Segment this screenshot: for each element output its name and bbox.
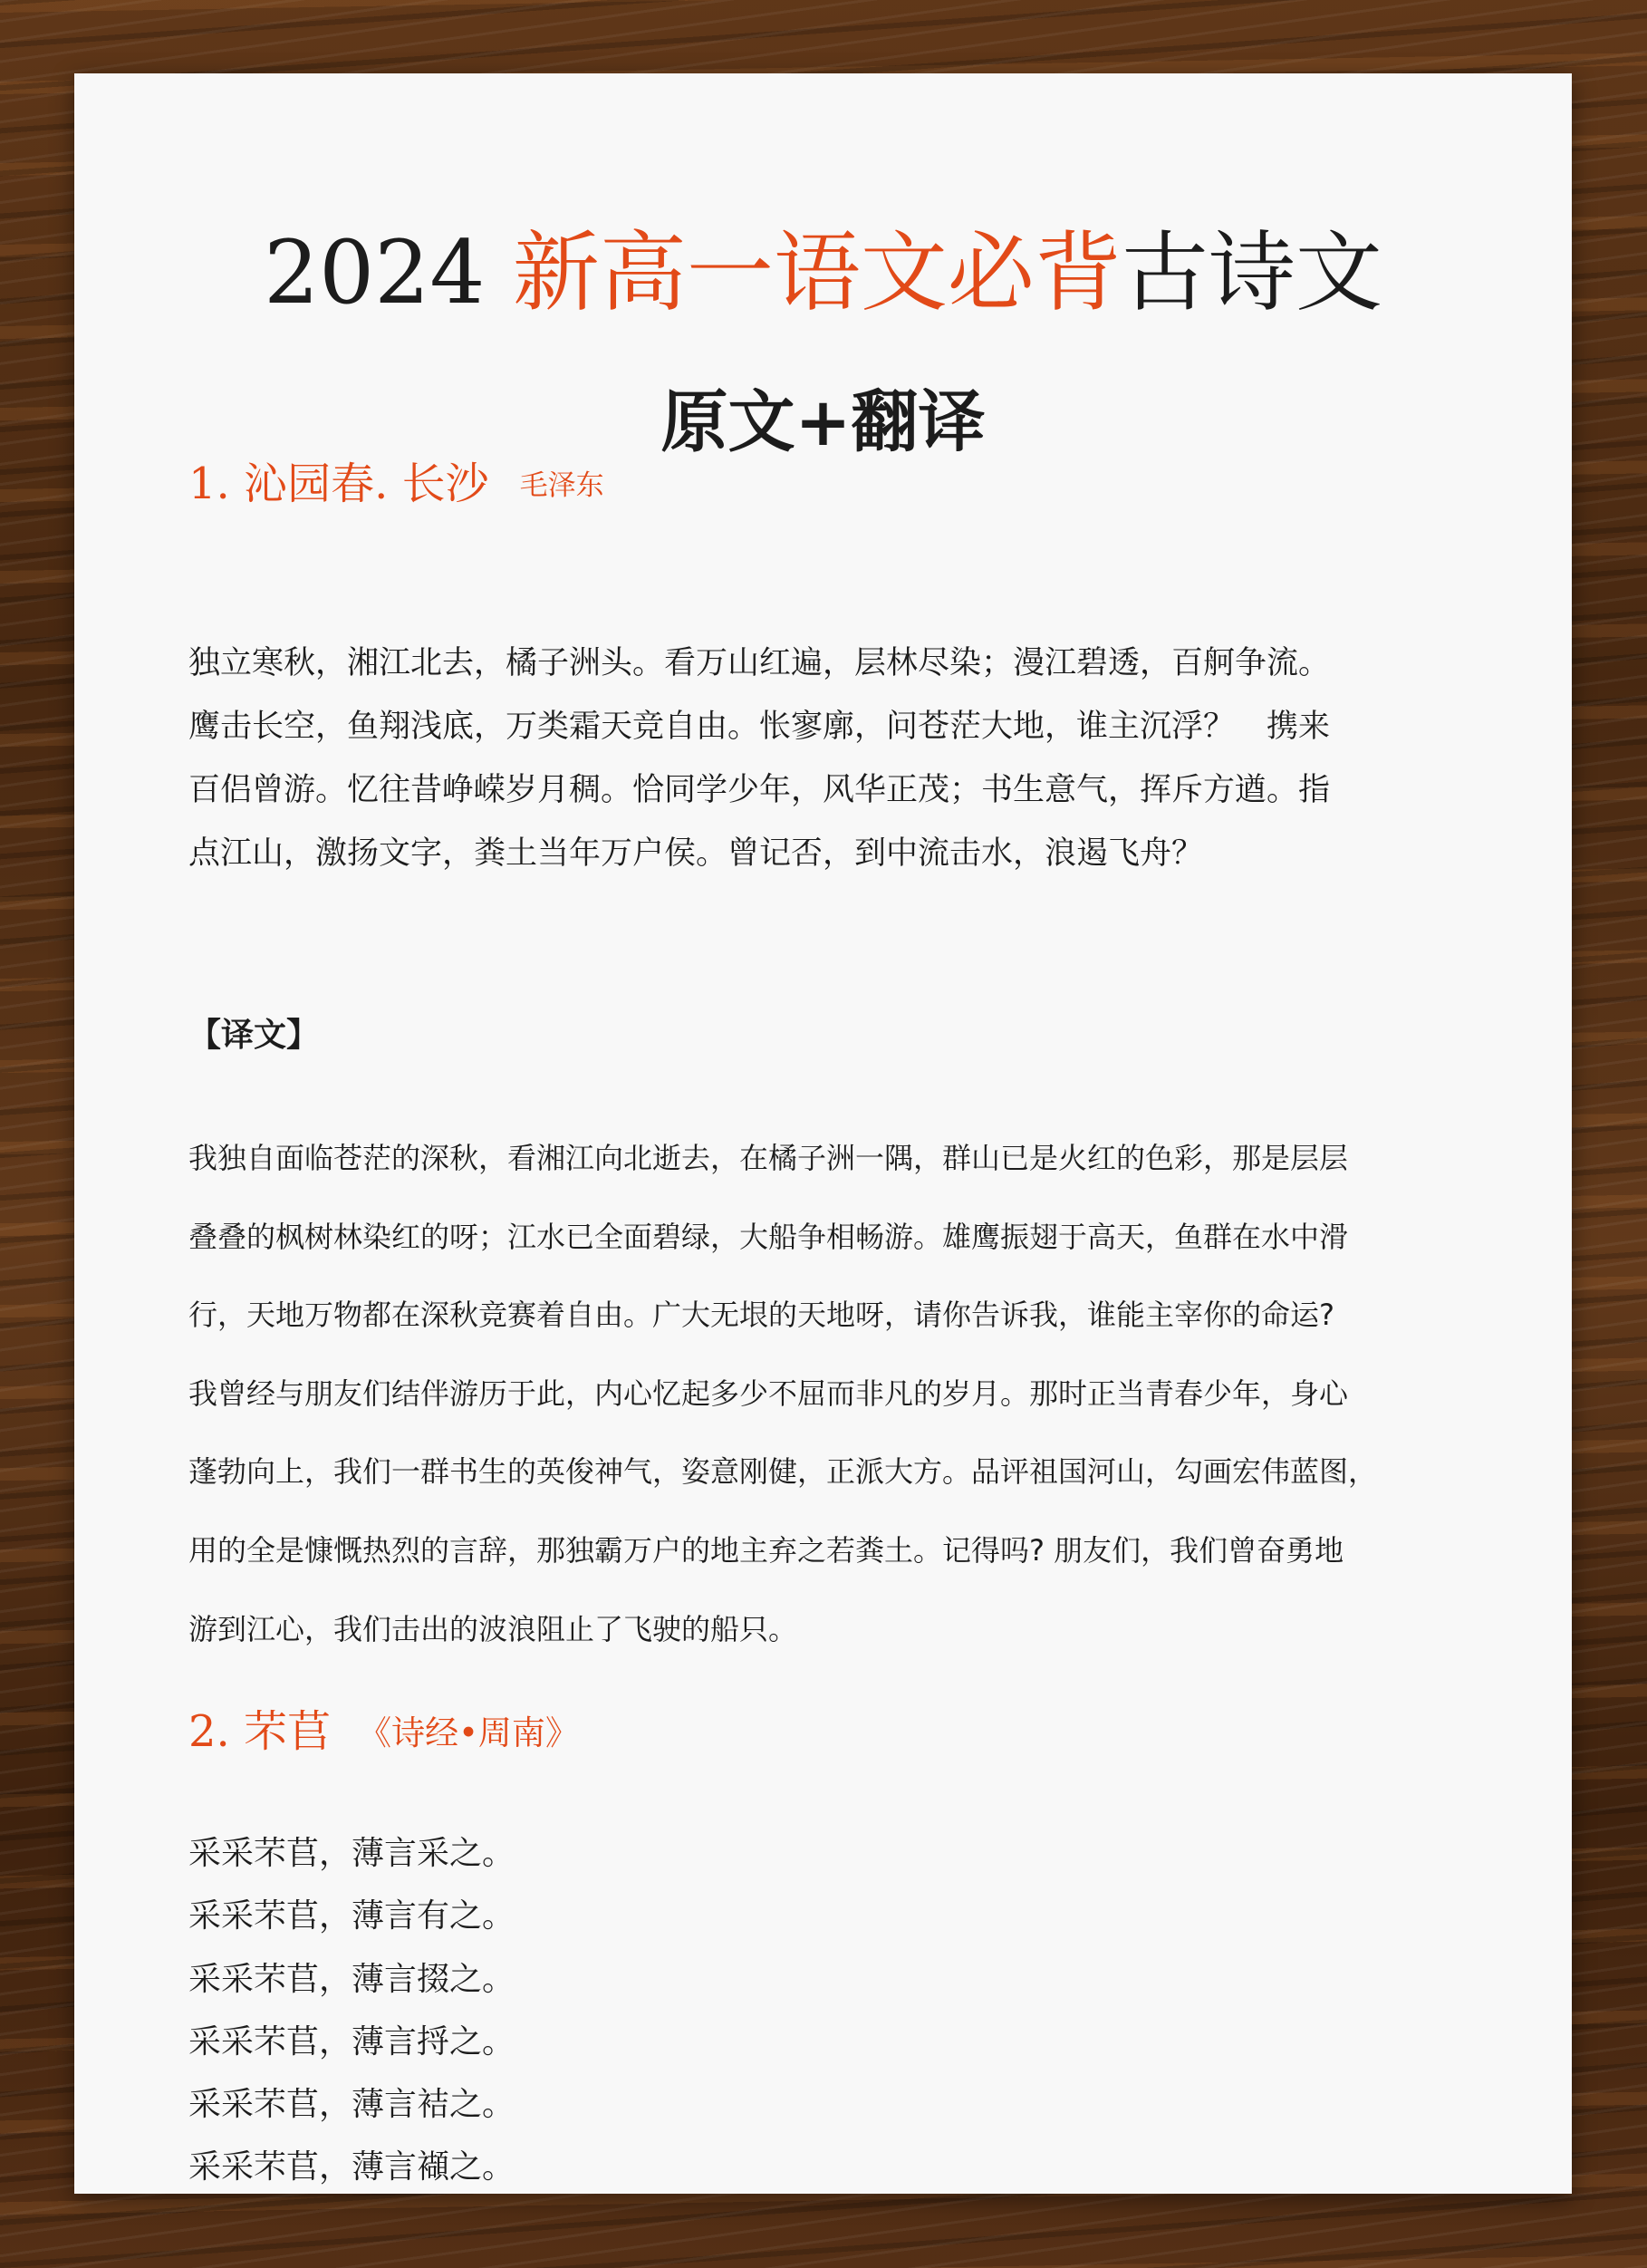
poem-source: 《诗经•周南》 [358, 1713, 579, 1752]
poem-original-text [188, 1822, 515, 2199]
translation-label: 【译文】 [188, 1017, 320, 1054]
poem-title: 芣苢 [244, 1706, 332, 1757]
translation-text [188, 1119, 1457, 1668]
section-heading-2 [188, 1695, 579, 1778]
poem-line: 独立寒秋，湘江北去，橘子洲头。看万山红遍，层林尽染；漫江碧透，百舸争流。 [188, 645, 1331, 681]
poem-original-text [188, 632, 1457, 885]
poem-title: 沁园春. 长沙 [244, 458, 489, 509]
poem-line: 采采芣苢，薄言襭之。 [188, 2148, 515, 2186]
title-accent: 新高一语文必背 [512, 222, 1122, 323]
page-subtitle: 原文+翻译 [660, 383, 986, 461]
translation-line: 行，天地万物都在深秋竞赛着自由。广大无垠的天地呀，请你告诉我，谁能主宰你的命运? [188, 1298, 1334, 1333]
title-tail: 古诗文 [1121, 222, 1382, 323]
document-page [74, 73, 1572, 2194]
section-number: 2. [188, 1706, 245, 1757]
poem-line: 采采芣苢，薄言掇之。 [188, 1960, 515, 1998]
poem-line: 点江山，激扬文字，粪土当年万户侯。曾记否，到中流击水，浪遏飞舟？ [188, 835, 1204, 872]
section-heading-1 [188, 452, 604, 526]
poem-line: 采采芣苢，薄言袺之。 [188, 2086, 515, 2124]
poem-line: 百侣曾游。忆往昔峥嵘岁月稠。恰同学少年，风华正茂；书生意气，挥斥方遒。指 [188, 772, 1331, 808]
page-title [74, 218, 1572, 327]
title-year: 2024 [264, 222, 513, 323]
translation-line: 游到江心，我们击出的波浪阻止了飞驶的船只。 [188, 1611, 798, 1646]
translation-line: 我曾经与朋友们结伴游历于此，内心忆起多少不屈而非凡的岁月。那时正当青春少年，身心 [188, 1375, 1349, 1411]
poem-author: 毛泽东 [519, 469, 604, 502]
translation-line: 用的全是慷慨热烈的言辞，那独霸万户的地主弃之若粪土。记得吗? 朋友们，我们曾奋勇地 [188, 1532, 1344, 1568]
poem-line: 采采芣苢，薄言捋之。 [188, 2022, 515, 2061]
poem-line: 采采芣苢，薄言采之。 [188, 1835, 515, 1872]
poem-line: 鹰击长空，鱼翔浅底，万类霜天竞自由。怅寥廓，问苍茫大地，谁主沉浮？ 携来 [188, 709, 1331, 745]
translation-line: 我独自面临苍茫的深秋，看湘江向北逝去，在橘子洲一隅，群山已是火红的色彩，那是层层 [188, 1141, 1349, 1175]
poem-line: 采采芣苢，薄言有之。 [188, 1897, 515, 1935]
translation-line: 叠叠的枫树林染红的呀；江水已全面碧绿，大船争相畅游。雄鹰振翅于高天，鱼群在水中滑 [188, 1219, 1349, 1254]
section-number: 1. [188, 458, 245, 509]
translation-line: 蓬勃向上，我们一群书生的英俊神气，姿意刚健，正派大方。品评祖国河山，勾画宏伟蓝图， [188, 1454, 1378, 1490]
